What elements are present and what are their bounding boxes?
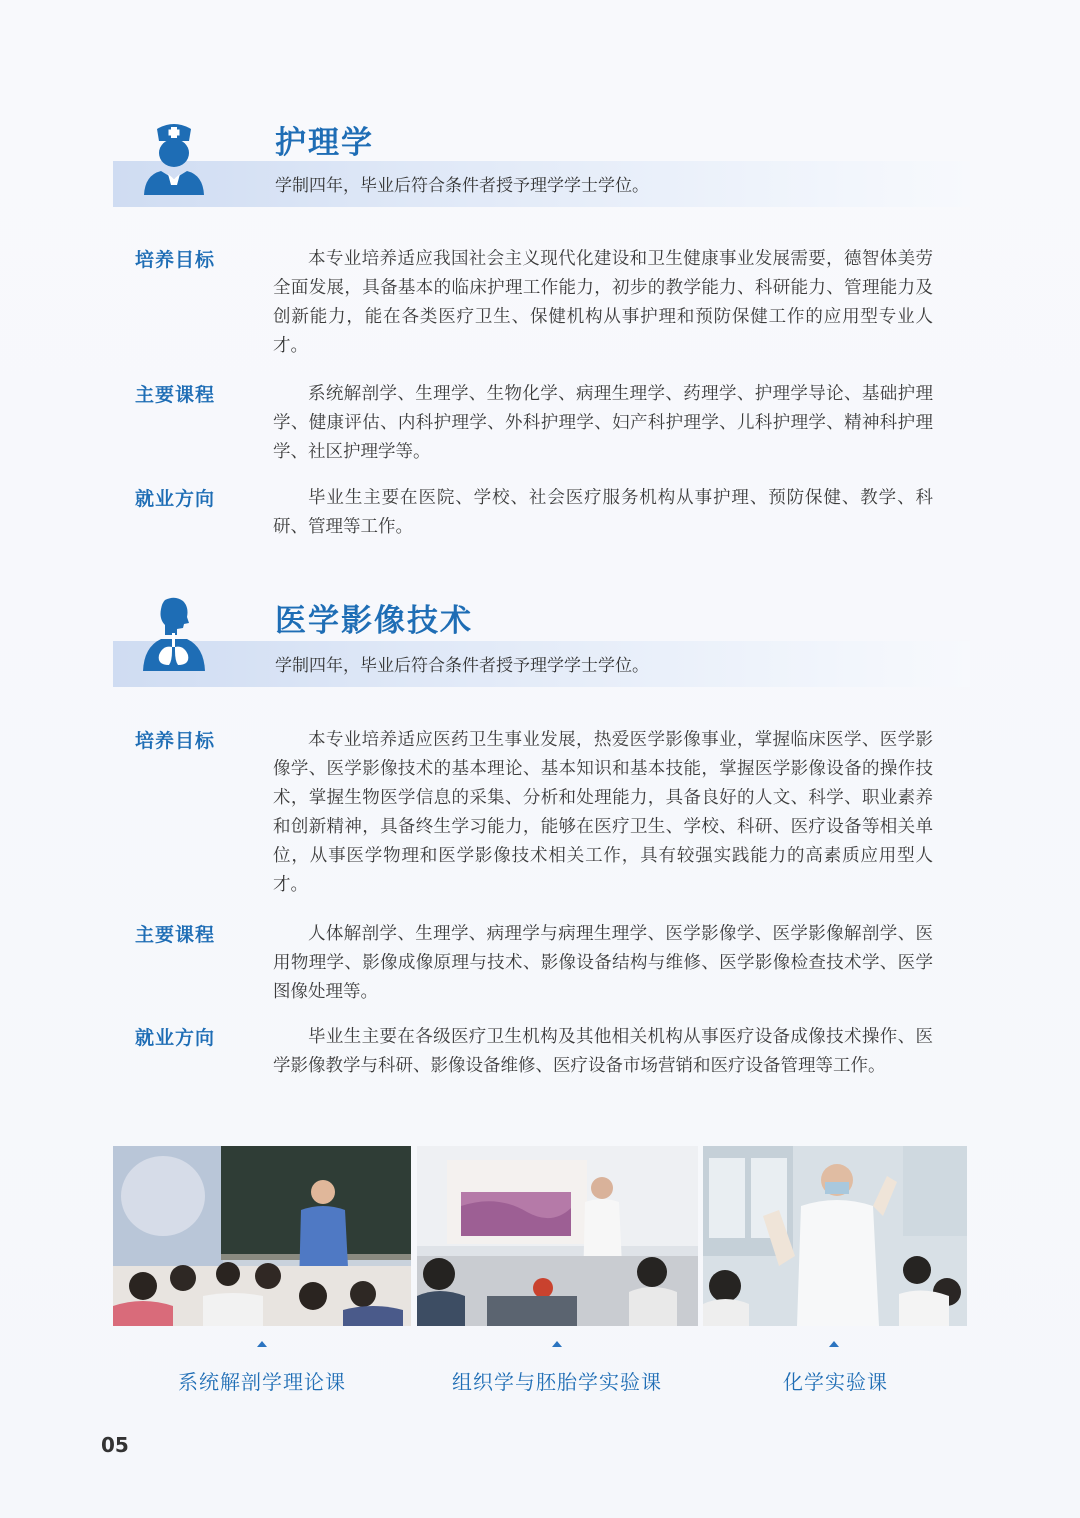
row-text: 本专业培养适应我国社会主义现代化建设和卫生健康事业发展需要，德智体美劳全面发展，具备基本的临床护理工作能力，初步的教学能力、科研能力、管理能力及创新能力，能在各类医疗卫生、保健机构从事护理和预防保健工作的应用型专业人才。 [273,249,933,356]
section-subtitle: 学制四年，毕业后符合条件者授予理学学士学位。 [275,176,649,196]
section-title: 护理学 [275,125,374,161]
caret-up-icon [257,1341,267,1347]
lungs-body-icon [139,595,209,673]
caret-up-icon [829,1341,839,1347]
photo-caption: 组织学与胚胎学实验课 [452,1370,662,1394]
row-label: 培养目标 [135,730,216,752]
section-header-nursing [113,97,970,207]
row-label: 就业方向 [135,488,216,510]
row-label: 主要课程 [135,384,216,406]
caret-up-icon [552,1341,562,1347]
section-title: 医学影像技术 [275,603,473,639]
nurse-icon [139,119,209,197]
row-label: 培养目标 [135,249,216,271]
row-text: 人体解剖学、生理学、病理学与病理生理学、医学影像学、医学影像解剖学、医用物理学、影像成像原理与技术、影像设备结构与维修、医学影像检查技术学、医学图像处理等。 [273,924,933,1002]
row-text: 毕业生主要在各级医疗卫生机构及其他相关机构从事医疗设备成像技术操作、医学影像教学与科研、影像设备维修、医疗设备市场营销和医疗设备管理等工作。 [273,1027,933,1076]
row-text: 本专业培养适应医药卫生事业发展，热爱医学影像事业，掌握临床医学、医学影像学、医学影像技术的基本理论、基本知识和基本技能，掌握医学影像设备的操作技术，掌握生物医学信息的采集、分析和处理能力，具备良好的人文、科学、职业素养和创新精神，具备终生学习能力，能够在医疗卫生、学校、科研、医疗设备等相关单位，从事医学物理和医学影像技术相关工作，具有较强实践能力的高素质应用型人才。 [273,730,933,895]
photo-caption: 系统解剖学理论课 [178,1370,346,1394]
photo-caption: 化学实验课 [783,1370,888,1394]
photo-histology-lab [417,1146,698,1326]
photo-chemistry-lab [703,1146,967,1326]
row-text: 毕业生主要在医院、学校、社会医疗服务机构从事护理、预防保健、教学、科研、管理等工作。 [273,488,933,537]
row-label: 就业方向 [135,1027,216,1049]
section-subtitle: 学制四年，毕业后符合条件者授予理学学士学位。 [275,656,649,676]
section-header-medical-imaging [113,577,970,687]
photo-anatomy-lecture [113,1146,411,1326]
row-text: 系统解剖学、生理学、生物化学、病理生理学、药理学、护理学导论、基础护理学、健康评估、内科护理学、外科护理学、妇产科护理学、儿科护理学、精神科护理学、社区护理学等。 [273,384,933,462]
page-number: 05 [101,1433,129,1457]
row-label: 主要课程 [135,924,216,946]
